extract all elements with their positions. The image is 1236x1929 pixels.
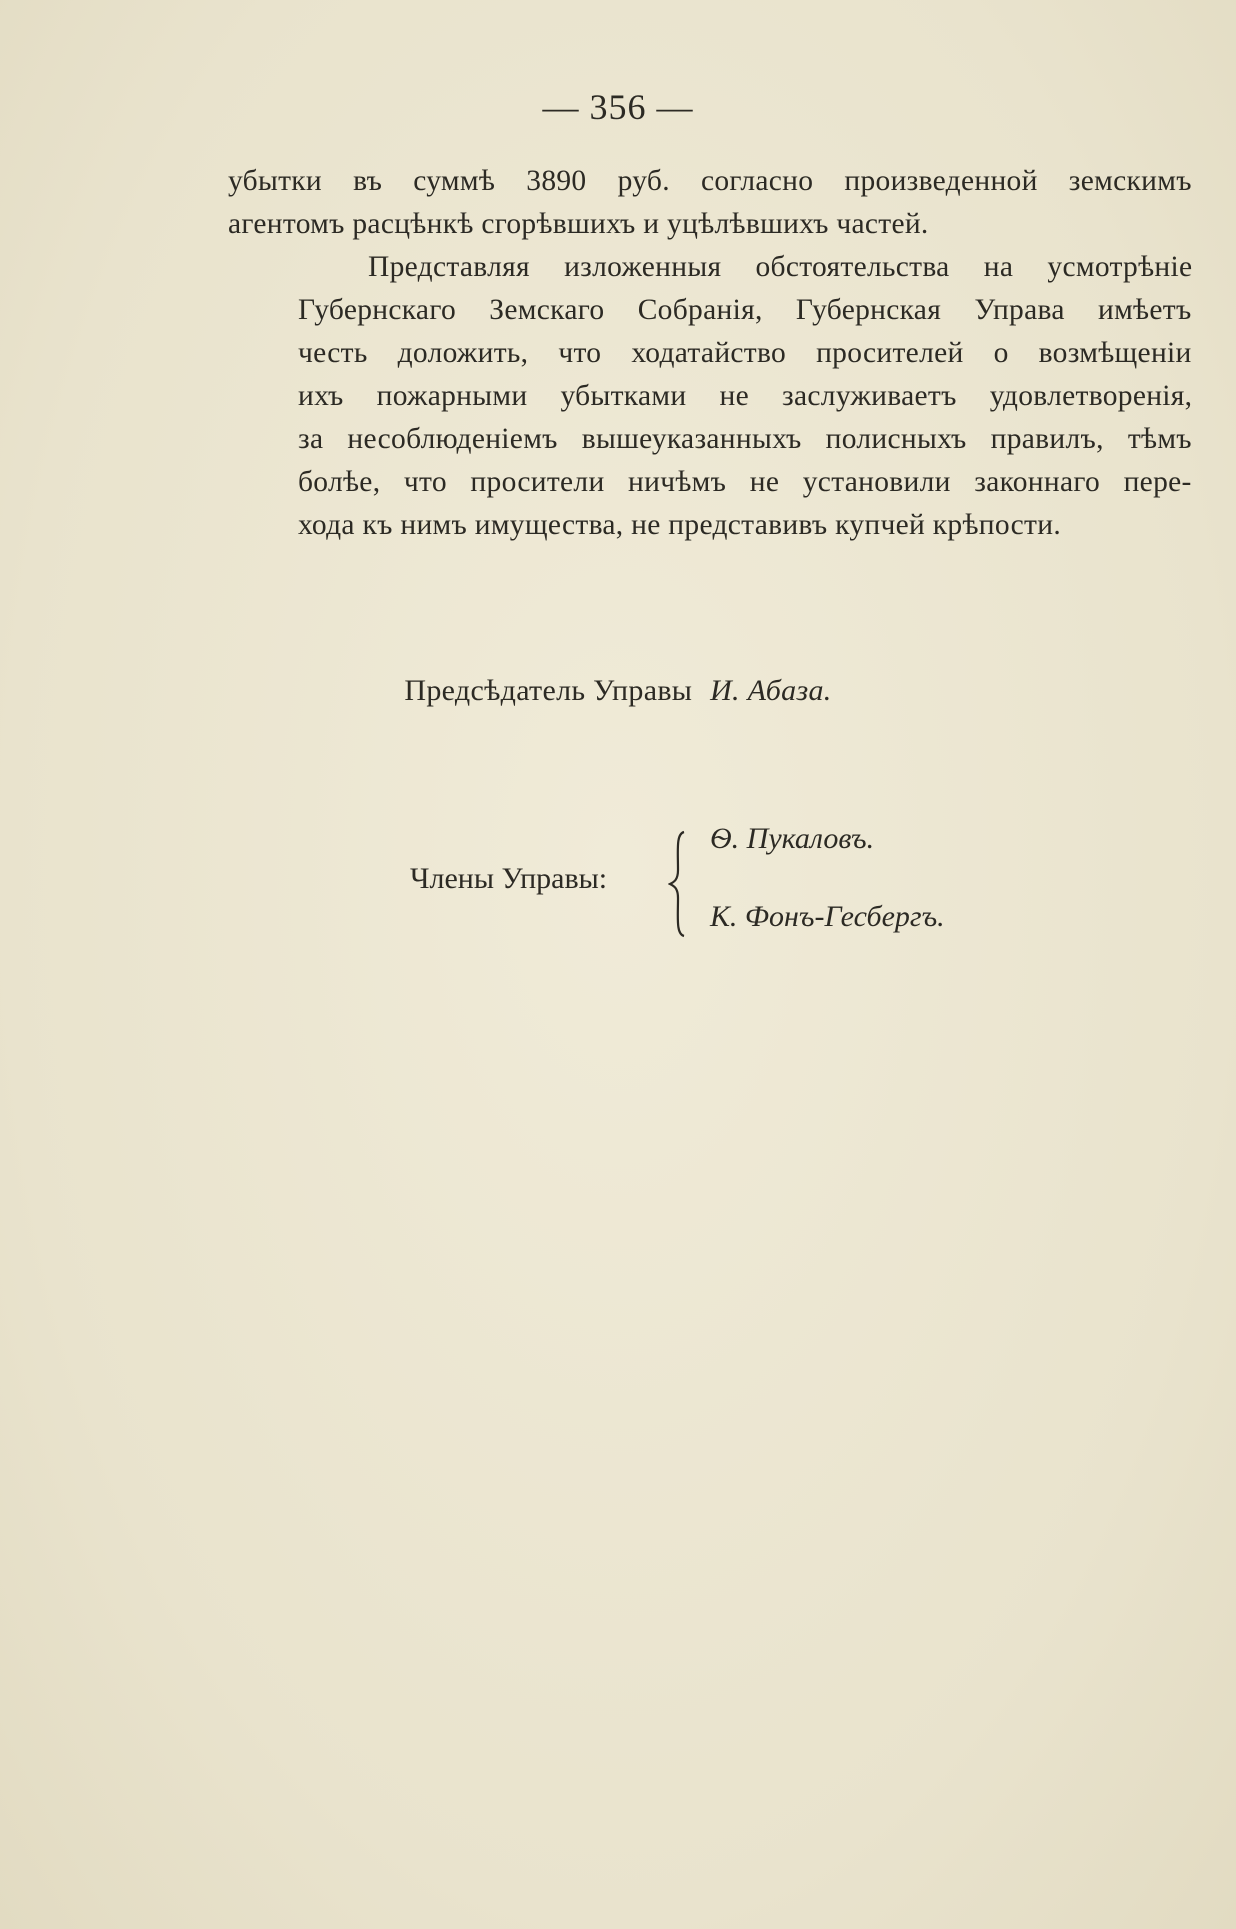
text-line: за несоблюденіемъ вышеуказанныхъ полисныхъ правилъ, тѣмъ [298, 423, 1192, 455]
body-text [228, 160, 1192, 547]
text-line: ихъ пожарными убытками не заслуживаетъ удовлетворенія, [298, 380, 1193, 412]
page-number: — 356 — [542, 87, 694, 127]
member-name: Ѳ. Пукаловъ. [710, 822, 875, 855]
chairman-title: Предсѣдатель Управы [404, 674, 693, 707]
board-members-signature [410, 822, 1110, 942]
text-line: Губернскаго Земскаго Собранія, Губернская Управа имѣетъ [298, 294, 1192, 326]
paragraph-2 [228, 246, 1192, 547]
chairman-name: И. Абаза. [710, 674, 832, 707]
text-line: агентомъ расцѣнкѣ сгорѣвшихъ и уцѣлѣвшихъ частей. [228, 208, 929, 240]
text-line: убытки въ суммѣ 3890 руб. согласно произведенной земскимъ [228, 165, 1192, 197]
text-line: болѣе, что просители ничѣмъ не установили законнаго пере- [298, 466, 1192, 498]
paragraph-1 [228, 160, 1192, 246]
curly-brace-icon [668, 830, 688, 938]
chairman-signature [0, 674, 1236, 708]
member-name: К. Фонъ-Гесбергъ. [710, 900, 945, 933]
text-line: хода къ нимъ имущества, не представивъ купчей крѣпости. [298, 509, 1062, 541]
text-line: честь доложить, что ходатайство просителей о возмѣщеніи [298, 337, 1192, 369]
text-line: Представляя изложенныя обстоятельства на усмотрѣніе [368, 251, 1193, 283]
members-label: Члены Управы: [410, 862, 608, 895]
